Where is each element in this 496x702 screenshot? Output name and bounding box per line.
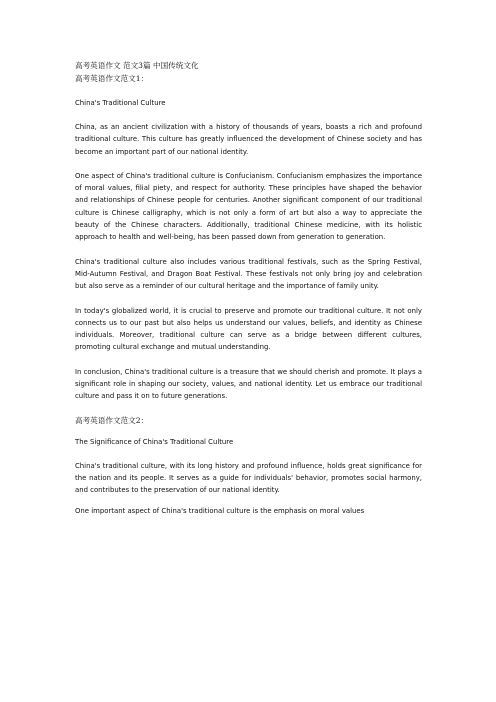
- essay-1-paragraph-1: China, as an ancient civilization with a history of thousands of years, boasts a rich and profound traditional culture. This culture has greatly influenced the development of Chinese society and has become an important part of our national identity.: [75, 123, 422, 156]
- essay-1-paragraph-3: China's traditional culture also includes various traditional festivals, such as the Spring Festival, Mid-Autumn Festival, and Dragon Boat Festival. These festivals not only bring joy and celebration but also serve as a reminder of our cultural heritage and the importance of family unity.: [75, 257, 422, 291]
- essay-1-title: China's Traditional Culture: [75, 99, 166, 107]
- essay-1-paragraph-4: In today's globalized world, it is crucial to preserve and promote our traditional culture. It not only connects us to our past but also helps us understand our values, beliefs, and identity as Chinese individuals. Moreover, traditional culture can serve as a bridge between different cultures, promoting cultural exchange and mutual understanding.: [75, 306, 422, 352]
- document-title: 高考英语作文 范文3篇 中国传统文化: [75, 61, 199, 70]
- document-page: [75, 59, 422, 517]
- essay-1-heading: 高考英语作文范文1：: [75, 74, 149, 83]
- essay-1-paragraph-5: In conclusion, China's traditional culture is a treasure that we should cherish and promote. It plays a significant role in shaping our society, values, and national identity. Let us embrace our traditional culture and pass it on to future generations.: [75, 367, 422, 401]
- essay-2-paragraph-2: One important aspect of China's traditional culture is the emphasis on moral values: [75, 506, 365, 515]
- essay-2-title: The Significance of China's Traditional Culture: [75, 437, 234, 446]
- essay-2-heading: 高考英语作文范文2：: [75, 415, 149, 425]
- essay-2-paragraph-1: China's traditional culture, with its long history and profound influence, holds great significance for the nation and its people. It serves as a guide for individuals' behavior, promotes social harmony, and contributes to the preservation of our national identity.: [75, 461, 422, 495]
- essay-1-paragraph-2: One aspect of China's traditional culture is Confucianism. Confucianism emphasizes the importance of moral values, filial piety, and respect for authority. These principles have shaped the behavior and relationships of Chinese people for centuries. Another significant component of our traditional culture is Chinese calligraphy, which is not only a form of art but also a way to appreciate the beauty of the Chinese characters. Additionally, traditional Chinese medicine, with its holistic approach to health and well-being, has been passed down from generation to generation.: [75, 171, 422, 242]
